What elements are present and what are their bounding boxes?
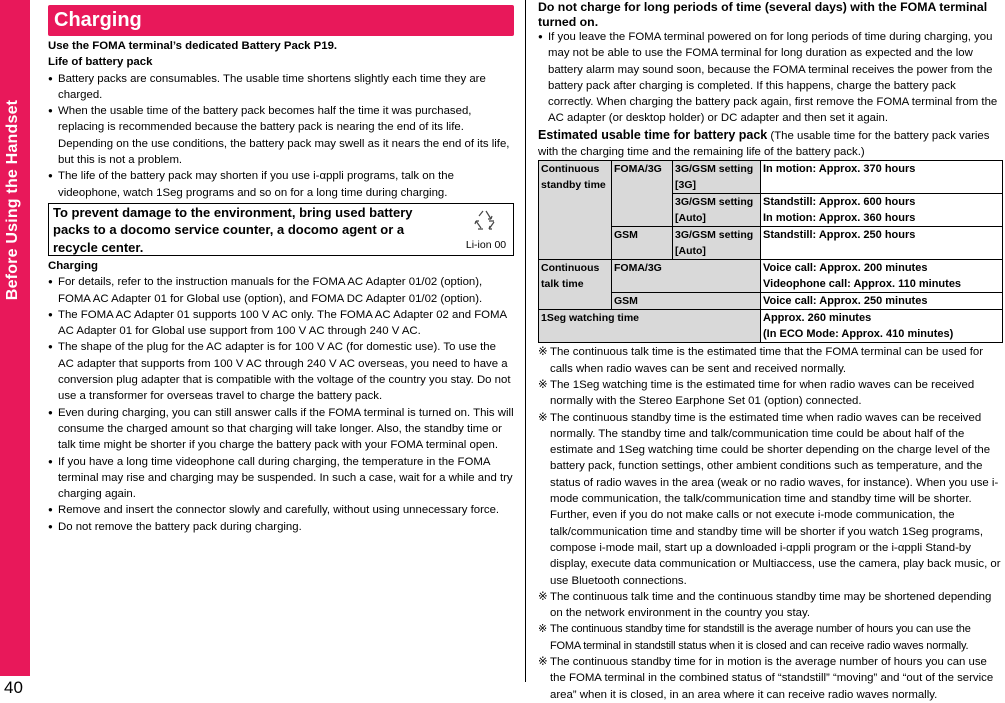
- gsm-standby-value: Standstill: Approx. 250 hours: [761, 227, 1003, 260]
- oneseg-value-1: Approx. 260 minutes: [763, 312, 872, 325]
- long-charge-heading: Do not charge for long periods of time (several days) with the FOMA terminal turned on.: [538, 0, 988, 29]
- oneseg-value: [761, 310, 1003, 343]
- standby-foma3g: FOMA/3G: [612, 161, 673, 227]
- setting-3g-value: In motion: Approx. 370 hours: [761, 161, 1003, 194]
- long-charge-bullet: ● If you leave the FOMA terminal powered on for long periods of time during charging, you may not be able to use the FOMA terminal for long duration as expected and the low battery alarm may sound soon, because the FOMA terminal receives the power from the battery pack after charging is completed. If this happens, charge the battery pack correctly. When charging the battery pack again, first remove the FOMA terminal from the AC adapter (or desktop holder) or DC adapter and then set it again.: [538, 29, 1003, 127]
- column-divider: [525, 0, 526, 682]
- standby-label: Continuous standby time: [539, 161, 612, 260]
- footnote: ※ The continuous standby time is the estimated time when radio waves can be received normally. The standby time and talk/communication time could be about half of the estimate and 1Seg watching time could be shorter depending on the charge level of the battery pack, function settings, other ambient conditions such as temperature, and the status of radio waves in the area (weak or no radio waves, for instance). When you use i-mode communication, the talk/communication time and standby time will be shorter. Further, even if you do not make calls or not execute i-mode communication, the talk/communication time and standby time will be shorter if you watch 1Seg programs, compose i-mode mail, start up a downloaded i-αppli program or the i-αppli Stand-by display, execute data communication or Multiaccess, use the camera, play back music, or use Bluetooth connections.: [538, 410, 1003, 589]
- setting-3g: 3G/GSM setting [3G]: [673, 161, 761, 194]
- left-column: [48, 5, 514, 535]
- eco-notice-box: [48, 203, 514, 256]
- setting-auto: 3G/GSM setting [Auto]: [673, 194, 761, 227]
- charging-bullet: ● Even during charging, you can still answer calls if the FOMA terminal is turned on. This will consume the charged amount so that charging will take longer. Also, the standby time or talk time might be shorter if you charge the battery pack with your FOMA terminal open.: [48, 405, 514, 454]
- life-bullet: ● The life of the battery pack may shorten if you use i-αppli programs, talk on the videophone, watch 1Seg programs and so on for a long time during charging.: [48, 168, 514, 201]
- charging-bullet: ● For details, refer to the instruction manuals for the FOMA AC Adapter 01/02 (option), FOMA AC Adapter 01 for Global use (option), and FOMA DC Adapter 01/02 (option).: [48, 274, 514, 307]
- setting-auto-value-2: In motion: Approx. 360 hours: [763, 212, 916, 225]
- recycle-label: Li-ion 00: [465, 239, 507, 252]
- talk-gsm: GSM: [612, 293, 761, 310]
- talk-foma-value-1: Voice call: Approx. 200 minutes: [763, 262, 928, 275]
- page-number: 40: [4, 678, 23, 697]
- charging-bullet: ● Do not remove the battery pack during charging.: [48, 519, 514, 535]
- footnote: ※ The continuous standby time for in motion is the average number of hours you can use the FOMA terminal in the combined status of “standstill” “moving” and “out of the service area” when it is closed, in an area where it can receive radio waves normally.: [538, 654, 1003, 703]
- eco-notice-text: To prevent damage to the environment, bring used battery packs to a docomo service counter, a docomo agent or a recycle center.: [53, 204, 413, 255]
- usable-time-table: [538, 160, 1003, 343]
- talk-foma3g: FOMA/3G: [612, 260, 761, 293]
- footnote: ※ The continuous talk time and the continuous standby time may be shortened depending on the network environment in the country you stay.: [538, 589, 1003, 622]
- standby-gsm: GSM: [612, 227, 673, 260]
- setting-auto-value: [761, 194, 1003, 227]
- talk-foma-value-2: Videophone call: Approx. 110 minutes: [763, 278, 962, 291]
- footnote: ※ The continuous talk time is the estimated time that the FOMA terminal can be used for calls when radio waves can be sent and received normally.: [538, 344, 1003, 377]
- life-bullet: ● When the usable time of the battery pack becomes half the time it was purchased, replacing is recommended because the battery pack is nearing the end of its life. Depending on the use conditions, the battery pack may swell as it nears the end of its life, but this is not a problem.: [48, 103, 514, 168]
- life-bullet: ● Battery packs are consumables. The usable time shortens slightly each time they are charged.: [48, 71, 514, 104]
- estimate-heading: Estimated usable time for battery pack: [538, 127, 768, 142]
- right-column: [538, 0, 1003, 703]
- oneseg-label: 1Seg watching time: [539, 310, 761, 343]
- section-title: Charging: [48, 5, 514, 36]
- talk-label: Continuous talk time: [539, 260, 612, 310]
- footnote: ※ The 1Seg watching time is the estimated time for when radio waves can be received normally with the Stereo Earphone Set 01 (option) connected.: [538, 377, 1003, 410]
- charging-bullet: ● The FOMA AC Adapter 01 supports 100 V AC only. The FOMA AC Adapter 02 and FOMA AC Adapter 01 for Global use support from 100 V AC through 240 V AC.: [48, 307, 514, 340]
- charging-bullet: ● Remove and insert the connector slowly and carefully, without using unnecessary force.: [48, 502, 514, 518]
- setting-auto-gsm: 3G/GSM setting [Auto]: [673, 227, 761, 260]
- life-heading: Life of battery pack: [48, 56, 153, 69]
- charging-heading: Charging: [48, 259, 98, 272]
- talk-gsm-value: Voice call: Approx. 250 minutes: [761, 293, 1003, 310]
- side-tab: [0, 0, 30, 676]
- talk-foma-value: [761, 260, 1003, 293]
- estimate-paragraph: [538, 127, 1003, 161]
- side-tab-label: Before Using the Handset: [3, 99, 21, 301]
- oneseg-value-2: (In ECO Mode: Approx. 410 minutes): [763, 328, 954, 341]
- footnote: ※ The continuous standby time for standstill is the average number of hours you can use the FOMA terminal in standstill status when it is closed and can receive radio waves normally.: [538, 621, 1003, 654]
- recycle-mark: [463, 208, 509, 254]
- charging-bullet: ● The shape of the plug for the AC adapter is for 100 V AC (for domestic use). To use the AC adapter that supports from 100 V AC through 240 V AC overseas, you need to have a conversion plug adapter that is compatible with the voltage of the country you stay. Do not use a transformer for overseas travel to charge the battery pack.: [48, 339, 514, 404]
- recycle-icon: [473, 208, 499, 232]
- setting-auto-value-1: Standstill: Approx. 600 hours: [763, 196, 916, 209]
- charging-bullet: ● If you have a long time videophone call during charging, the temperature in the FOMA terminal may rise and charging may be suspended. In such a case, wait for a while and try charging again.: [48, 454, 514, 503]
- intro-text: Use the FOMA terminal’s dedicated Battery Pack P19.: [48, 40, 338, 52]
- estimate-subtext: (The usable time for the battery pack varies with the charging time and the remaining life of the battery pack.): [538, 129, 990, 159]
